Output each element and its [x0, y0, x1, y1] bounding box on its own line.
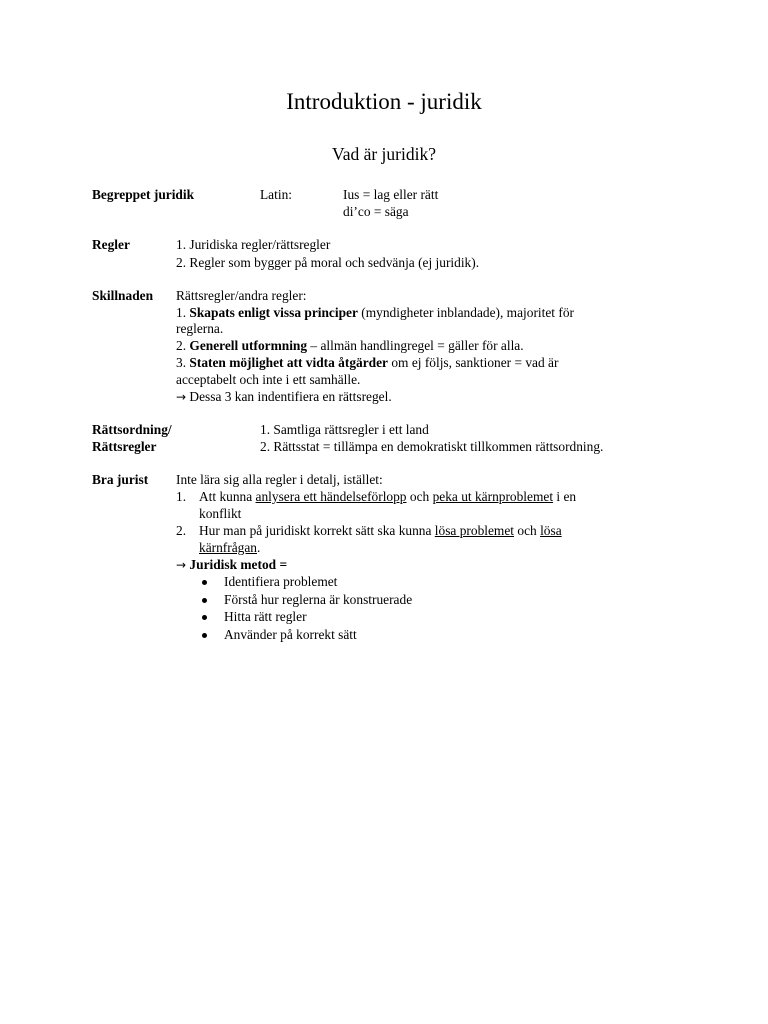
brajurist-item-2-text: Hur man på juridiskt korrekt sätt ska kunna lösa problemet och lösa	[199, 523, 562, 538]
skillnaden-intro: Rättsregler/andra regler:	[176, 288, 307, 303]
brajurist-item-1-text: Att kunna anlysera ett händelseförlopp och peka ut kärnproblemet i en	[199, 489, 577, 504]
latin-label: Latin:	[260, 187, 292, 202]
skillnaden-point-1-cont: reglerna.	[176, 321, 224, 336]
skillnaden-point-2: 2. Generell utformning – allmän handlingregel = gäller för alla.	[176, 338, 524, 353]
skillnaden-point-3: 3. Staten möjlighet att vidta åtgärder om ej följs, sanktioner = vad är	[176, 355, 559, 370]
brajurist-item-1-cont: konflikt	[199, 506, 242, 521]
page-title: Introduktion - juridik	[286, 89, 482, 114]
section-label-skillnaden: Skillnaden	[92, 288, 154, 303]
skillnaden-point-1: 1. Skapats enligt vissa principer (myndigheter inblandade), majoritet för	[176, 305, 574, 320]
section-label-rattsregler: Rättsregler	[92, 439, 157, 454]
brajurist-item-1: 1.	[176, 489, 187, 504]
list-item: Förstå hur reglerna är konstruerade	[176, 592, 676, 610]
latin-line-1: Ius = lag eller rätt	[343, 187, 439, 202]
regler-line-2: 2. Regler som bygger på moral och sedvänja (ej juridik).	[176, 255, 480, 270]
skillnaden-conclusion: → Dessa 3 kan indentifiera en rättsregel.	[176, 389, 392, 404]
regler-line-1: 1. Juridiska regler/rättsregler	[176, 237, 331, 252]
section-label-rattsordning: Rättsordning/	[92, 422, 172, 437]
list-item: Hitta rätt regler	[176, 609, 676, 627]
brajurist-intro: Inte lära sig alla regler i detalj, istället:	[176, 472, 383, 487]
list-item: Använder på korrekt sätt	[176, 627, 676, 645]
section-label-regler: Regler	[92, 237, 130, 252]
arrow-right-icon: →	[176, 558, 187, 572]
section-label-brajurist: Bra jurist	[92, 472, 149, 487]
arrow-right-icon: →	[176, 390, 187, 404]
rattsordning-line-1: 1. Samtliga rättsregler i ett land	[260, 422, 429, 437]
juridisk-metod-list	[176, 574, 676, 644]
list-item: Identifiera problemet	[176, 574, 676, 592]
brajurist-item-2: 2.	[176, 523, 187, 538]
brajurist-item-2-cont: kärnfrågan.	[199, 540, 261, 555]
section-label-begreppet: Begreppet juridik	[92, 187, 195, 202]
latin-line-2: di’co = säga	[343, 204, 409, 219]
page-subtitle: Vad är juridik?	[332, 144, 436, 164]
rattsordning-line-2: 2. Rättsstat = tillämpa en demokratiskt tillkommen rättsordning.	[260, 439, 604, 454]
skillnaden-point-3-cont: acceptabelt och inte i ett samhälle.	[176, 372, 361, 387]
juridisk-metod-heading: → Juridisk metod =	[176, 557, 288, 572]
